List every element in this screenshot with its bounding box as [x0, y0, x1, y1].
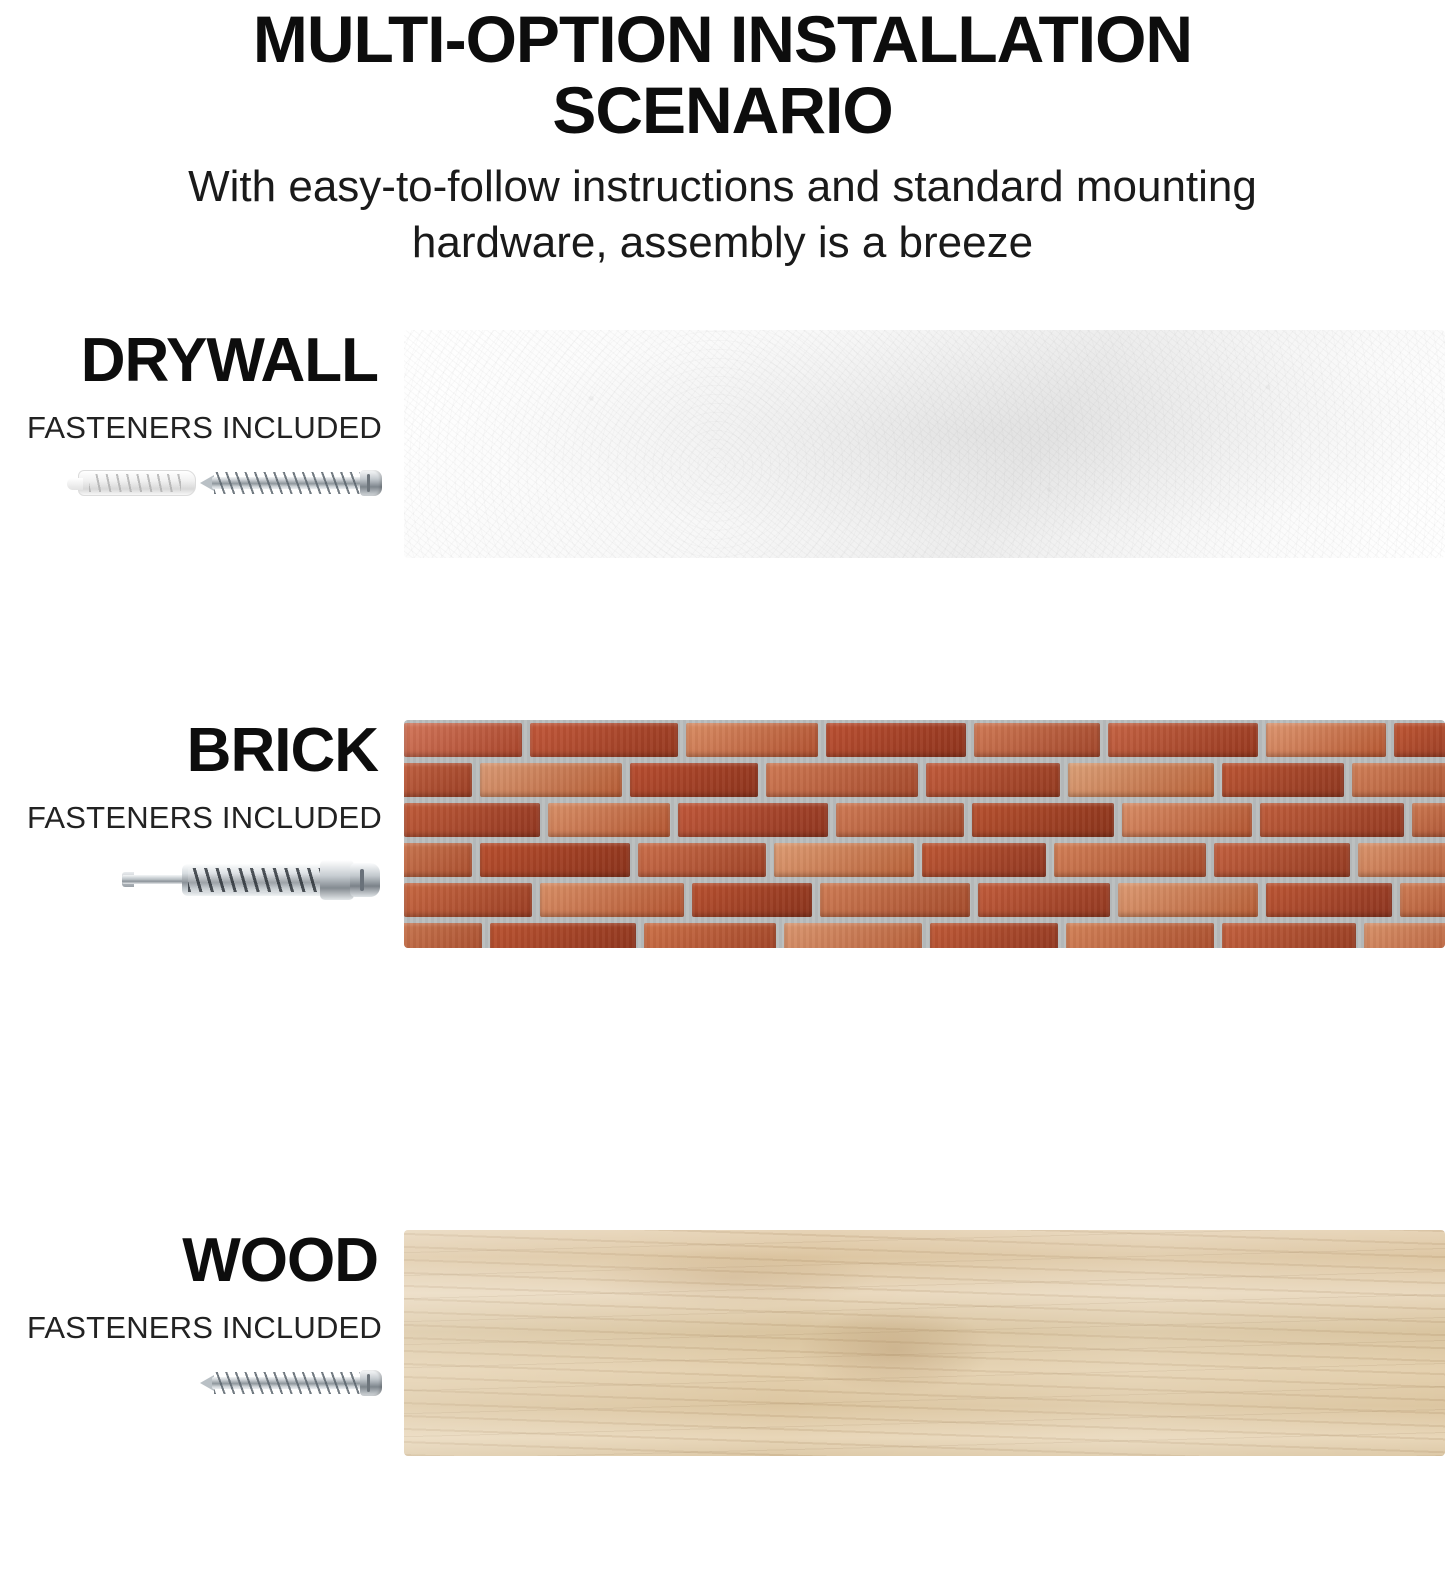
brick-course: [404, 720, 1445, 760]
material-name-brick: BRICK: [186, 716, 378, 785]
page-title: MULTI-OPTION INSTALLATION SCENARIO: [252, 2, 1193, 148]
plastic-wall-anchor-icon: [78, 470, 196, 496]
wood-sheen: [404, 1230, 1445, 1456]
brick-course: [404, 760, 1445, 800]
material-row-brick: [0, 716, 1445, 1082]
pan-head-screw-icon: [200, 470, 386, 496]
wood-swatch: [404, 1230, 1445, 1456]
material-rows: [0, 326, 1445, 1592]
brick-course: [404, 920, 1445, 948]
fasteners-note-drywall: FASTENERS INCLUDED: [27, 410, 382, 445]
hardware-group-brick: [0, 858, 384, 928]
material-name-drywall: DRYWALL: [80, 326, 378, 395]
brick-course: [404, 880, 1445, 920]
drywall-swatch: [404, 330, 1445, 558]
header: [0, 0, 1445, 271]
brick-swatch: [404, 720, 1445, 948]
fasteners-note-wood: FASTENERS INCLUDED: [27, 1310, 382, 1345]
hardware-group-drywall: [0, 468, 384, 538]
brick-course: [404, 840, 1445, 880]
brick-label-column: [0, 716, 392, 928]
fasteners-note-brick: FASTENERS INCLUDED: [27, 800, 382, 835]
sleeve-anchor-bolt-icon: [122, 858, 384, 902]
page-subtitle: With easy-to-follow instructions and standard mounting hardware, assembly is a breeze: [188, 161, 1257, 267]
wood-label-column: [0, 1226, 392, 1438]
material-row-drywall: [0, 326, 1445, 692]
material-row-wood: [0, 1226, 1445, 1592]
material-name-wood: WOOD: [182, 1226, 378, 1295]
brick-course: [404, 800, 1445, 840]
hardware-group-wood: [0, 1368, 384, 1438]
drywall-label-column: [0, 326, 392, 538]
pan-head-screw-icon: [200, 1370, 386, 1396]
drywall-shading: [404, 330, 1445, 558]
